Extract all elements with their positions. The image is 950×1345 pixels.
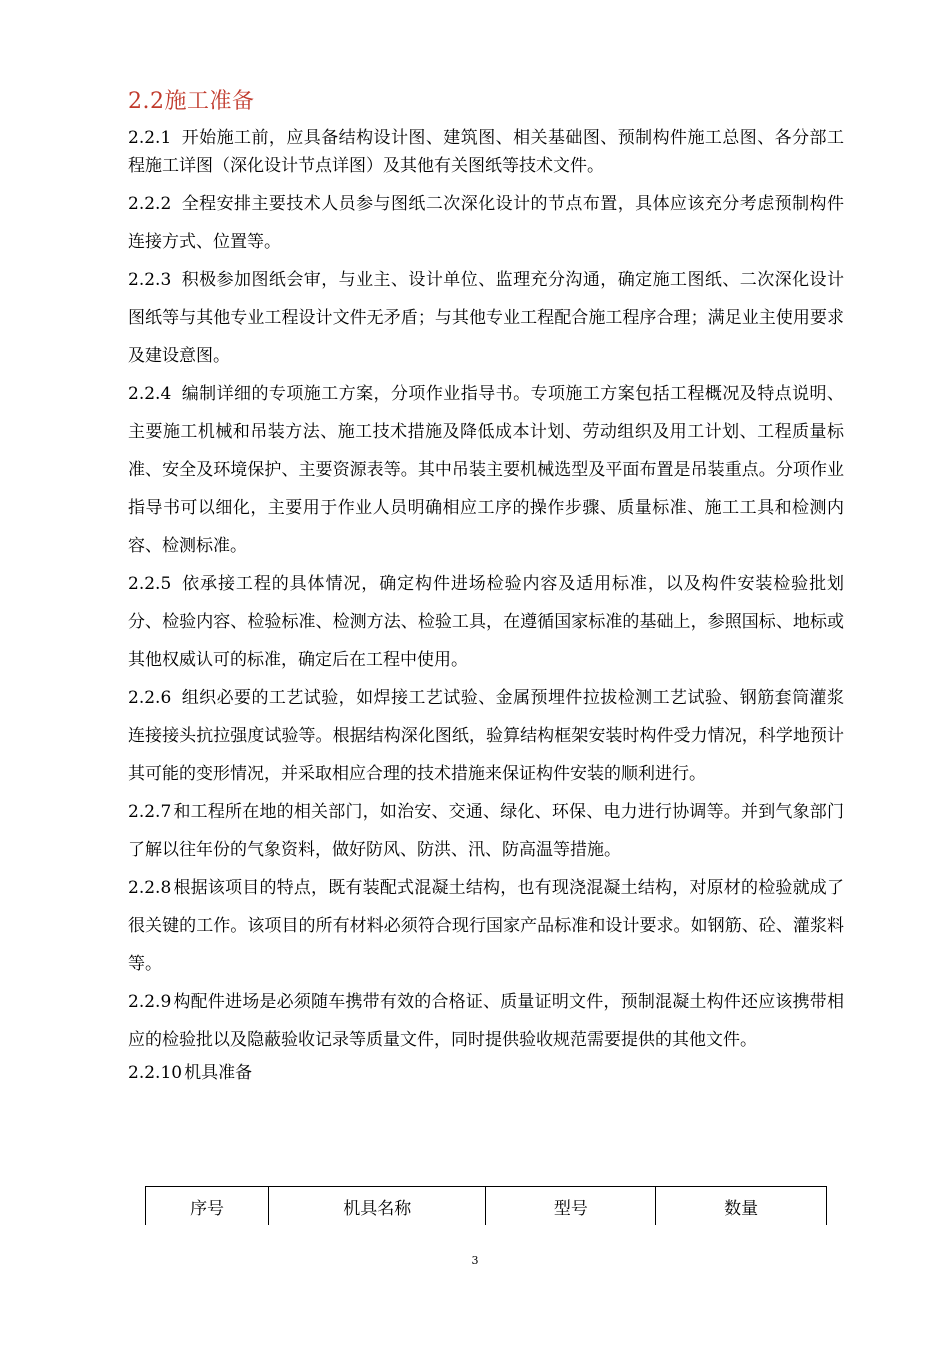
paragraph-number: 2.2.7 [128,802,172,822]
header-serial-number: 序号 [146,1187,269,1226]
paragraph-number: 2.2.8 [128,878,172,898]
paragraph-text: 和工程所在地的相关部门，如治安、交通、绿化、环保、电力进行协调等。并到气象部门了解以往年份的气象资料，做好防风、防洪、汛、防高温等措施。 [128,802,844,860]
paragraph-text: 根据该项目的特点，既有装配式混凝土结构，也有现浇混凝土结构，对原材的检验就成了很关键的工作。该项目的所有材料必须符合现行国家产品标准和设计要求。如钢筋、砼、灌浆料等。 [128,878,844,974]
paragraph-text: 编制详细的专项施工方案，分项作业指导书。专项施工方案包括工程概况及特点说明、主要施工机械和吊装方法、施工技术措施及降低成本计划、劳动组织及用工计划、工程质量标准、安全及环境保护、主要资源表等。其中吊装主要机械选型及平面布置是吊装重点。分项作业指导书可以细化，主要用于作业人员明确相应工序的操作步骤、质量标准、施工工具和检测内容、检测标准。 [128,384,844,556]
paragraph-number: 2.2.1 [128,128,172,148]
paragraph-2-2-6 [128,679,844,793]
paragraph-number: 2.2.3 [128,270,172,290]
paragraph-number: 2.2.10 [128,1063,183,1083]
paragraph-2-2-7 [128,793,844,869]
paragraph-text: 构配件进场是必须随车携带有效的合格证、质量证明文件，预制混凝土构件还应该携带相应的检验批以及隐蔽验收记录等质量文件，同时提供验收规范需要提供的其他文件。 [128,992,844,1050]
paragraph-text: 依承接工程的具体情况，确定构件进场检验内容及适用标准，以及构件安装检验批划分、检验内容、检验标准、检测方法、检验工具，在遵循国家标准的基础上，参照国标、地标或其他权威认可的标准，确定后在工程中使用。 [128,574,844,670]
header-quantity: 数量 [656,1187,827,1226]
paragraph-text: 全程安排主要技术人员参与图纸二次深化设计的节点布置，具体应该充分考虑预制构件连接方式、位置等。 [128,194,844,252]
paragraph-number: 2.2.6 [128,688,172,708]
paragraph-2-2-8 [128,869,844,983]
paragraph-text: 机具准备 [184,1063,253,1083]
paragraph-2-2-3 [128,261,844,375]
paragraph-text: 开始施工前，应具备结构设计图、建筑图、相关基础图、预制构件施工总图、各分部工程施工详图（深化设计节点详图）及其他有关图纸等技术文件。 [128,128,844,176]
paragraph-2-2-2 [128,185,844,261]
paragraph-text: 积极参加图纸会审，与业主、设计单位、监理充分沟通，确定施工图纸、二次深化设计图纸等与其他专业工程设计文件无矛盾；与其他专业工程配合施工程序合理；满足业主使用要求及建设意图。 [128,270,844,366]
paragraph-number: 2.2.2 [128,194,172,214]
paragraph-2-2-1 [128,124,844,180]
paragraph-number: 2.2.9 [128,992,172,1012]
equipment-table [145,1186,827,1225]
page-number: 3 [471,1254,479,1267]
table-header-row [146,1187,827,1226]
paragraph-number: 2.2.4 [128,384,172,404]
paragraph-2-2-10 [128,1059,844,1087]
header-equipment-name: 机具名称 [269,1187,486,1226]
paragraph-2-2-9 [128,983,844,1059]
paragraph-2-2-4 [128,375,844,565]
section-body [128,124,844,1087]
paragraph-number: 2.2.5 [128,574,172,594]
paragraph-text: 组织必要的工艺试验，如焊接工艺试验、金属预埋件拉拔检测工艺试验、钢筋套筒灌浆连接接头抗拉强度试验等。根据结构深化图纸，验算结构框架安装时构件受力情况，科学地预计其可能的变形情况，并采取相应合理的技术措施来保证构件安装的顺利进行。 [128,688,844,784]
section-title: 2.2施工准备 [128,89,255,114]
paragraph-2-2-5 [128,565,844,679]
header-model: 型号 [486,1187,656,1226]
